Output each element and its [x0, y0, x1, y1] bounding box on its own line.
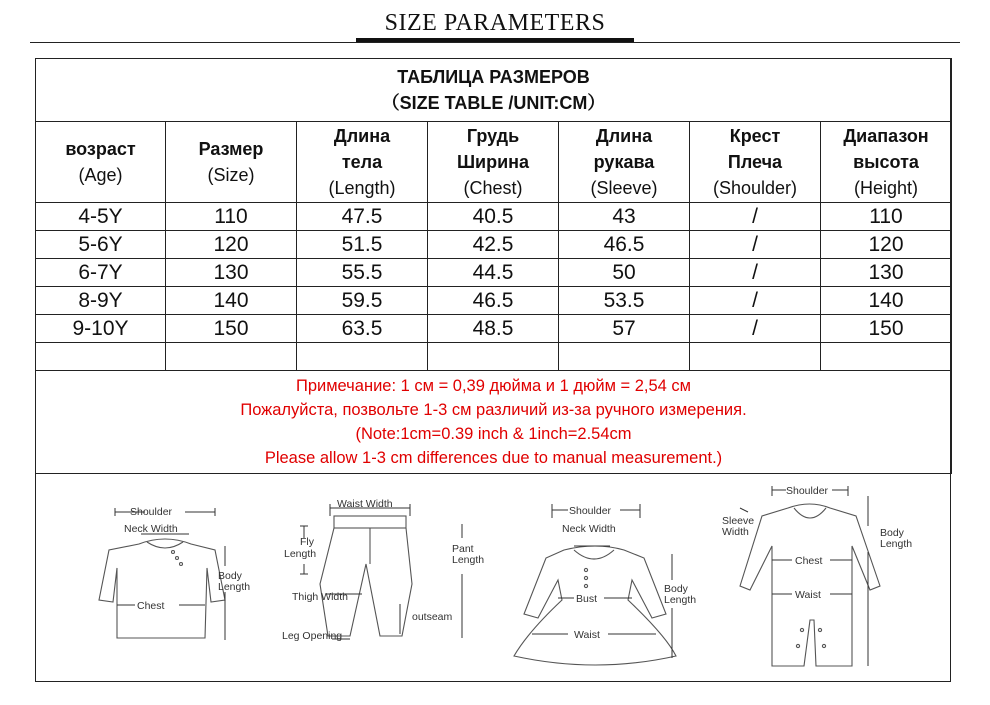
cell-age: 5-6Y	[36, 231, 166, 259]
label-bust: Bust	[576, 593, 598, 605]
label-waist-width: Waist Width	[337, 498, 393, 510]
shirt-measurement-diagram	[95, 488, 265, 658]
cell-length: 51.5	[297, 231, 428, 259]
label-sleeve-width-1: Sleeve	[722, 515, 755, 527]
cell-size: 130	[166, 259, 297, 287]
note-line-en-2: Please allow 1-3 cm differences due to manual measurement.)	[264, 449, 723, 467]
label-chest: Chest	[137, 600, 165, 612]
cell-chest: 48.5	[428, 315, 559, 343]
cell-length: 59.5	[297, 287, 428, 315]
cell-height: 140	[821, 287, 952, 315]
cell-shoulder: /	[690, 231, 821, 259]
cell-length: 63.5	[297, 315, 428, 343]
column-header-length: Длина тела (Length)	[297, 122, 428, 203]
column-header-shoulder: Крест Плеча (Shoulder)	[690, 122, 821, 203]
table-row	[36, 315, 952, 343]
cell-sleeve: 43	[559, 203, 690, 231]
column-header-chest: Грудь Ширина (Chest)	[428, 122, 559, 203]
cell-height: 150	[821, 315, 952, 343]
label-body-length-1: Body	[664, 583, 688, 595]
table-row	[36, 287, 952, 315]
cell-age: 9-10Y	[36, 315, 166, 343]
label-body-length-1: Body	[880, 527, 904, 539]
label-waist: Waist	[574, 629, 600, 641]
table-caption-ru: ТАБЛИЦА РАЗМЕРОВ	[397, 67, 590, 87]
cell-chest: 40.5	[428, 203, 559, 231]
cell-chest: 46.5	[428, 287, 559, 315]
label-neck-width: Neck Width	[562, 523, 616, 535]
label-shoulder: Shoulder	[569, 505, 612, 517]
cell-sleeve: 53.5	[559, 287, 690, 315]
label-shoulder: Shoulder	[130, 506, 173, 518]
cell-sleeve: 46.5	[559, 231, 690, 259]
dress-measurement-diagram	[506, 496, 706, 668]
romper-measurement-diagram	[718, 480, 938, 672]
romper-outline-icon	[740, 504, 880, 666]
cell-age: 6-7Y	[36, 259, 166, 287]
column-header-size: Размер (Size)	[166, 122, 297, 203]
cell-size	[166, 343, 297, 371]
cell-chest: 42.5	[428, 231, 559, 259]
table-row	[36, 259, 952, 287]
title-underline	[30, 42, 960, 43]
cell-sleeve: 57	[559, 315, 690, 343]
column-header-height: Диапазон высота (Height)	[821, 122, 952, 203]
label-pant-length-2: Length	[452, 554, 485, 566]
column-header-sleeve: Длина рукава (Sleeve)	[559, 122, 690, 203]
cell-sleeve: 50	[559, 259, 690, 287]
shirt-outline-icon	[99, 539, 225, 638]
table-row-empty	[36, 343, 952, 371]
column-header-age: возраст (Age)	[36, 122, 166, 203]
note-line-ru-2: Пожалуйста, позвольте 1-3 см различий из-за ручного измерения.	[240, 401, 747, 419]
cell-height	[821, 343, 952, 371]
label-body-length-2: Length	[880, 538, 913, 550]
cell-age: 8-9Y	[36, 287, 166, 315]
note-line-en-1: (Note:1cm=0.39 inch & 1inch=2.54cm	[355, 425, 632, 443]
size-table	[35, 58, 952, 474]
cell-length	[297, 343, 428, 371]
table-row	[36, 203, 952, 231]
cell-shoulder	[690, 343, 821, 371]
cell-length: 55.5	[297, 259, 428, 287]
dress-outline-icon	[514, 546, 676, 665]
cell-size: 140	[166, 287, 297, 315]
cell-shoulder: /	[690, 259, 821, 287]
page-title: SIZE PARAMETERS	[384, 10, 606, 36]
label-waist: Waist	[795, 589, 821, 601]
cell-chest: 44.5	[428, 259, 559, 287]
waistband-icon	[334, 516, 406, 528]
label-fly-length-2: Length	[284, 548, 317, 560]
table-caption	[36, 59, 952, 122]
label-leg-opening: Leg Opening	[282, 630, 343, 642]
cell-shoulder: /	[690, 203, 821, 231]
cell-height: 130	[821, 259, 952, 287]
cell-height: 110	[821, 203, 952, 231]
cell-chest	[428, 343, 559, 371]
label-fly-length-1: Fly	[300, 536, 314, 548]
label-body-length-1: Body	[218, 570, 242, 582]
pants-outline-icon	[320, 528, 412, 636]
cell-length: 47.5	[297, 203, 428, 231]
measurement-note	[36, 371, 952, 474]
cell-sleeve	[559, 343, 690, 371]
cell-age	[36, 343, 166, 371]
cell-shoulder: /	[690, 287, 821, 315]
label-shoulder: Shoulder	[786, 485, 829, 497]
table-row	[36, 231, 952, 259]
label-neck-width: Neck Width	[124, 523, 178, 535]
table-caption-en: （SIZE TABLE /UNIT:CM）	[381, 93, 606, 113]
label-sleeve-width-2: Width	[722, 526, 749, 538]
cell-height: 120	[821, 231, 952, 259]
table-header-row	[36, 122, 952, 203]
cell-size: 110	[166, 203, 297, 231]
note-line-ru-1: Примечание: 1 см = 0,39 дюйма и 1 дюйм = 2,54 см	[295, 377, 692, 395]
cell-size: 150	[166, 315, 297, 343]
cell-age: 4-5Y	[36, 203, 166, 231]
title-underline-accent	[356, 38, 634, 42]
label-outseam: outseam	[412, 611, 453, 623]
label-body-length-2: Length	[664, 594, 697, 606]
label-thigh-width: Thigh Width	[292, 591, 349, 603]
label-chest: Chest	[795, 555, 823, 567]
label-pant-length-1: Pant	[452, 543, 474, 555]
label-body-length-2: Length	[218, 581, 251, 593]
pants-measurement-diagram	[280, 494, 500, 662]
cell-shoulder: /	[690, 315, 821, 343]
cell-size: 120	[166, 231, 297, 259]
